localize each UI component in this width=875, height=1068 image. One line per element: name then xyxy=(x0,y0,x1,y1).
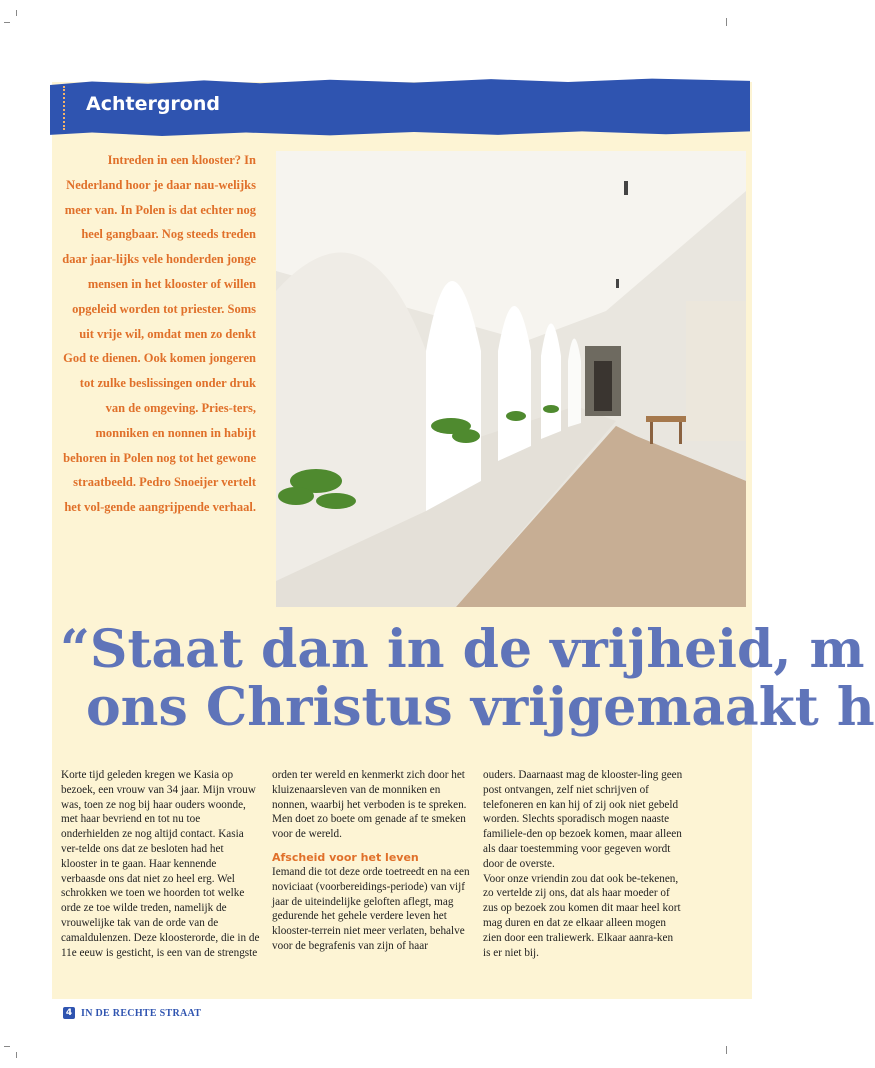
crop-mark xyxy=(4,1046,10,1047)
crop-mark xyxy=(16,10,17,16)
cloister-corridor-photo xyxy=(276,151,746,607)
intro-text: Intreden in een klooster? In Nederland hoor je daar nau-welijks meer van. In Polen is dat echter nog heel gangbaar. Nog steeds treden daar jaar-lijks vele honderden jonge mensen in het klooster of willen opgeleid worden tot priester. Soms uit vrije wil, omdat men zo denkt God te dienen. Ook komen jongeren tot zulke beslissingen onder druk van de omgeving. Pries-ters, monniken en nonnen in habijt behoren in Polen nog tot het gewone straatbeeld. Pedro Snoeijer vertelt het vol-gende aangrijpende verhaal. xyxy=(62,153,256,515)
publication-name: IN DE RECHTE STRAAT xyxy=(81,1007,202,1019)
article-column-1 xyxy=(61,768,261,960)
article-column-2 xyxy=(272,768,472,954)
page-footer xyxy=(63,1006,201,1020)
page-number: 4 xyxy=(63,1007,75,1019)
column-2-paragraph-1: orden ter wereld en kenmerkt zich door het kluizenaarsleven van de monniken en nonnen, waarbij het verboden is te spreken. Men doet zo boete om genade af te smeken voor de wereld. xyxy=(272,769,467,841)
column-3-paragraph-1: ouders. Daarnaast mag de klooster-ling geen post ontvangen, zelf niet schrijven of telefoneren en kan hij of zij ook niet gebeld worden. Slechts sporadisch mogen naaste familiele-den op bezoek komen, maar alleen als daar toestemming voor gegeven wordt door de overste. xyxy=(483,769,683,870)
section-title: Achtergrond xyxy=(86,93,220,115)
headline-quote xyxy=(60,619,875,738)
crop-mark xyxy=(16,1052,17,1058)
subheading-afscheid: Afscheid voor het leven xyxy=(272,850,419,864)
headline-line-2: ons Christus vrijgemaakt h xyxy=(86,677,875,738)
column-1-paragraph: Korte tijd geleden kregen we Kasia op bezoek, een vrouw van 34 jaar. Mijn vrouw was, toen ze nog bij haar ouders woonde, met haar bevriend en tot nu toe onderhielden ze nog altijd contact. Kasia ver-telde ons dat ze besloten had het klooster in te gaan. Haar kennende verbaasde ons dat niet zo heel erg. Wel schrokken we toen we hoorden tot welke orde ze toe wilde treden, namelijk de vrouwelijke tak van de orde van de camaldulenzen. Deze kloosterorde, die in de 11e eeuw is gesticht, is een van de strengste xyxy=(61,769,260,959)
article-column-3 xyxy=(483,768,683,960)
banner-dotted-rule xyxy=(63,86,67,130)
crop-mark xyxy=(726,18,727,26)
column-3-paragraph-2: Voor onze vriendin zou dat ook be-tekenen, zo vertelde zij ons, dat als haar moeder of zus op bezoek zou komen dit maar heel kort mag duren en dat ze elkaar alleen mogen zien door een traliewerk. Elkaar aanra-ken is er niet bij. xyxy=(483,872,681,959)
column-2-paragraph-2: Iemand die tot deze orde toetreedt en na een noviciaat (voorbereidings-periode) van vijf jaar de uiteindelijke geloften aflegt, mag gedurende het gehele verdere leven het klooster-terrein niet meer verlaten, behalve voor de begrafenis van zijn of haar xyxy=(272,865,470,952)
crop-mark xyxy=(4,22,10,23)
crop-mark xyxy=(726,1046,727,1054)
headline-line-1: “Staat dan in de vrijheid, m xyxy=(60,619,865,680)
